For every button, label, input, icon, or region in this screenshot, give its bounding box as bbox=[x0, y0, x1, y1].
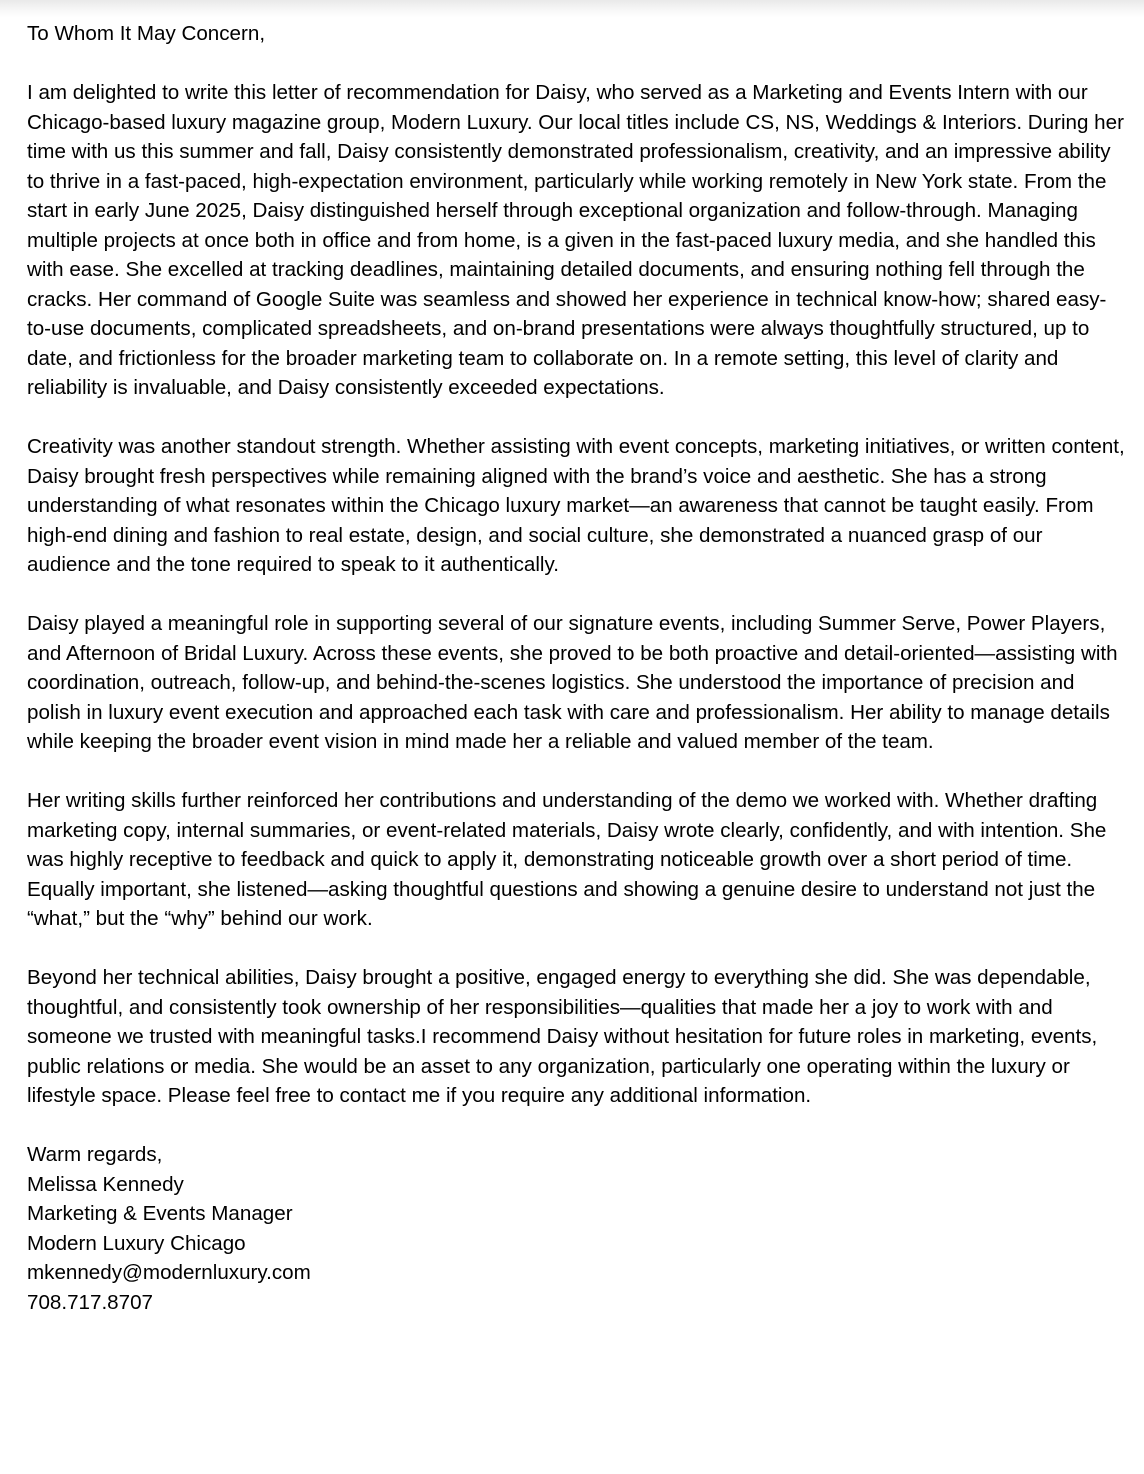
letter-document bbox=[27, 19, 1127, 1317]
signer-phone: 708.717.8707 bbox=[27, 1290, 153, 1314]
window-top-shadow bbox=[0, 0, 1144, 18]
signer-name: Melissa Kennedy bbox=[27, 1172, 184, 1196]
signer-company: Modern Luxury Chicago bbox=[27, 1231, 246, 1255]
signature-block bbox=[27, 1140, 1127, 1317]
signer-title: Marketing & Events Manager bbox=[27, 1202, 293, 1225]
letter-salutation: To Whom It May Concern, bbox=[27, 22, 266, 45]
letter-paragraph-5: Beyond her technical abilities, Daisy brought a positive, engaged energy to everything she did. She was dependable, thoughtful, and consistently took ownership of her responsibilities—qualities that made her a joy to work with and someone we trusted with meaningful tasks.I recommend Daisy without hesitation for future roles in marketing, events, public relations or media. She would be an asset to any organization, particularly one operating within the luxury or lifestyle space. Please feel free to contact me if you require any additional information. bbox=[27, 966, 1098, 1107]
letter-paragraph-2: Creativity was another standout strength. Whether assisting with event concepts, marketing initiatives, or written content, Daisy brought fresh perspectives while remaining aligned with the brand’s voice and aesthetic. She has a strong understanding of what resonates within the Chicago luxury market—an awareness that cannot be taught easily. From high-end dining and fashion to real estate, design, and social culture, she demonstrated a nuanced grasp of our audience and the tone required to speak to it authentically. bbox=[27, 435, 1125, 576]
closing-line: Warm regards, bbox=[27, 1143, 163, 1166]
letter-paragraph-3: Daisy played a meaningful role in supporting several of our signature events, including Summer Serve, Power Players, and Afternoon of Bridal Luxury. Across these events, she proved to be both proactive and detail-oriented—assisting with coordination, outreach, follow-up, and behind-the-scenes logistics. She understood the importance of precision and polish in luxury event execution and approached each task with care and professionalism. Her ability to manage details while keeping the broader event vision in mind made her a reliable and valued member of the team. bbox=[27, 612, 1118, 753]
signer-email: mkennedy@modernluxury.com bbox=[27, 1261, 311, 1284]
letter-paragraph-1: I am delighted to write this letter of recommendation for Daisy, who served as a Marketing and Events Intern with our Chicago-based luxury magazine group, Modern Luxury. Our local titles include CS, NS, Weddings & Interiors. During her time with us this summer and fall, Daisy consistently demonstrated professionalism, creativity, and an impressive ability to thrive in a fast-paced, high-expectation environment, particularly while working remotely in New York state. From the start in early June 2025, Daisy distinguished herself through exceptional organization and follow-through. Managing multiple projects at once both in office and from home, is a given in the fast-paced luxury media, and she handled this with ease. She excelled at tracking deadlines, maintaining detailed documents, and ensuring nothing fell through the cracks. Her command of Google Suite was seamless and showed her experience in technical know-how; shared easy-to-use documents, complicated spreadsheets, and on-brand presentations were always thoughtfully structured, up to date, and frictionless for the broader marketing team to collaborate on. In a remote setting, this level of clarity and reliability is invaluable, and Daisy consistently exceeded expectations. bbox=[27, 81, 1124, 399]
letter-paragraph-4: Her writing skills further reinforced her contributions and understanding of the demo we worked with. Whether drafting marketing copy, internal summaries, or event-related materials, Daisy wrote clearly, confidently, and with intention. She was highly receptive to feedback and quick to apply it, demonstrating noticeable growth over a short period of time. Equally important, she listened—asking thoughtful questions and showing a genuine desire to understand not just the “what,” but the “why” behind our work. bbox=[27, 789, 1107, 930]
